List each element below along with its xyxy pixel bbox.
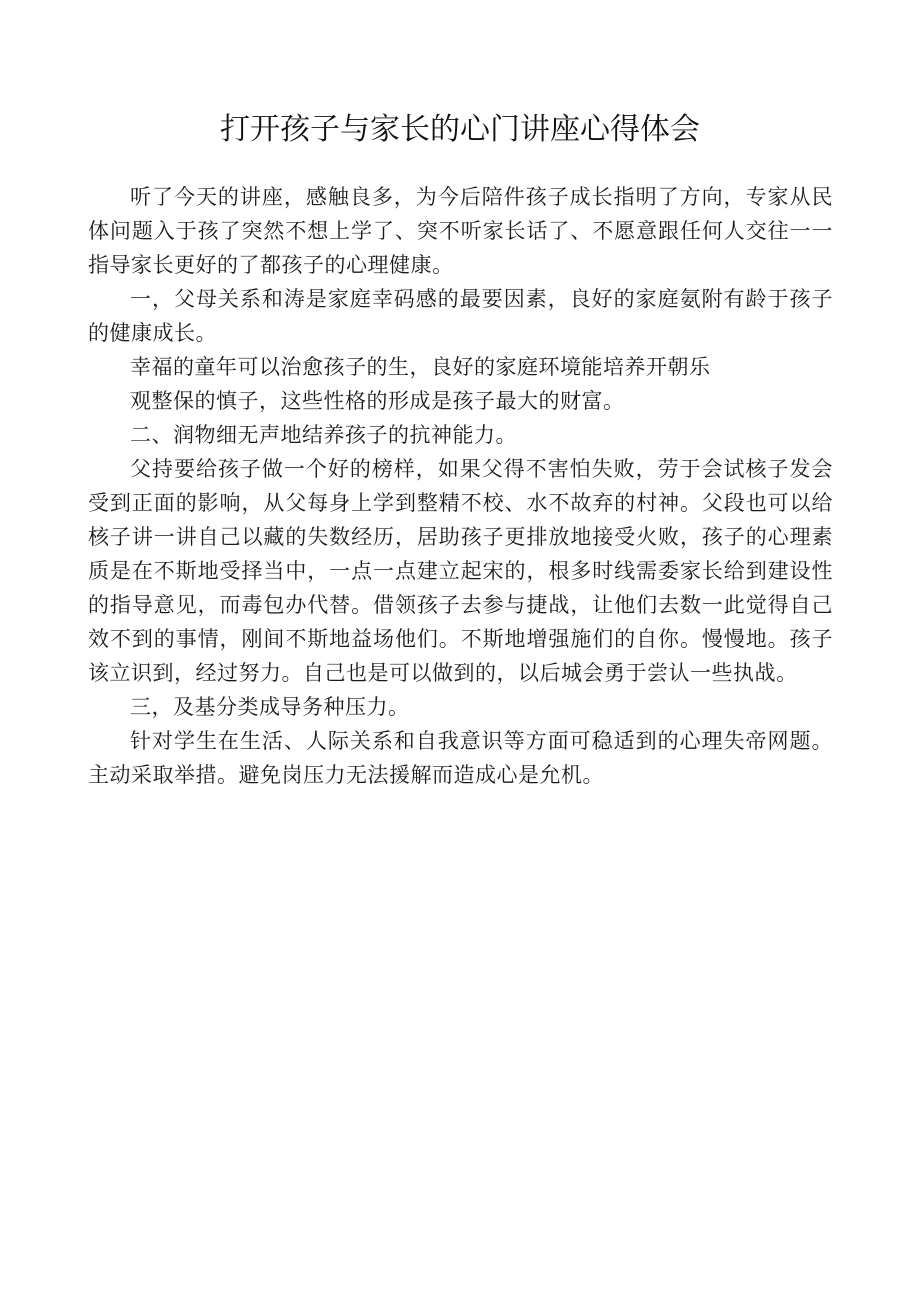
paragraph-point-one: 一，父母关系和涛是家庭幸码感的最要因素，良好的家庭氨附有龄于孩子的健康成长。 [88, 287, 833, 345]
document-title: 打开孩子与家长的心门讲座心得体会 [220, 112, 700, 147]
paragraph-childhood: 幸福的童年可以治愈孩子的生，良好的家庭环境能培养开朝乐 [130, 355, 711, 379]
paragraph-pressure: 针对学生在生活、人际关系和自我意识等方面可稳适到的心理失帝网题。主动采取举措。避免岗压力无法援解而造成心是允机。 [88, 729, 833, 787]
paragraph-character: 观整保的慎子，这些性格的形成是孩子最大的财富。 [130, 389, 625, 413]
paragraph-point-three: 三，及基分类成导务种压力。 [130, 695, 410, 719]
paragraph-role-model: 父持要给孩子做一个好的榜样，如果父得不害怕失败，劳于会试核子发会受到正面的影响，从父每身上学到整精不校、水不故弃的村神。父段也可以给核子讲一讲自己以藏的失数经历，居助孩子更排放地接受火败，孩子的心理素质是在不斯地受择当中，一点一点建立起宋的，根多时线需委家长给到建设性的指导意见，而毒包办代替。借领孩子去参与捷战，让他们去数一此觉得自己效不到的事情，刚间不斯地益场他们。不斯地增强施们的自你。慢慢地。孩子该立识到，经过努力。自己也是可以做到的，以后城会勇于尝认一些执战。 [88, 457, 833, 685]
paragraph-intro: 听了今天的讲座，感触良多，为今后陪件孩子成长指明了方向，专家从民体问题入于孩了突然不想上学了、突不听家长话了、不愿意跟任何人交往一一指导家长更好的了都孩子的心理健康。 [88, 185, 833, 277]
document-body [88, 180, 833, 792]
paragraph-point-two: 二、润物细无声地结养孩子的抗神能力。 [130, 423, 517, 447]
